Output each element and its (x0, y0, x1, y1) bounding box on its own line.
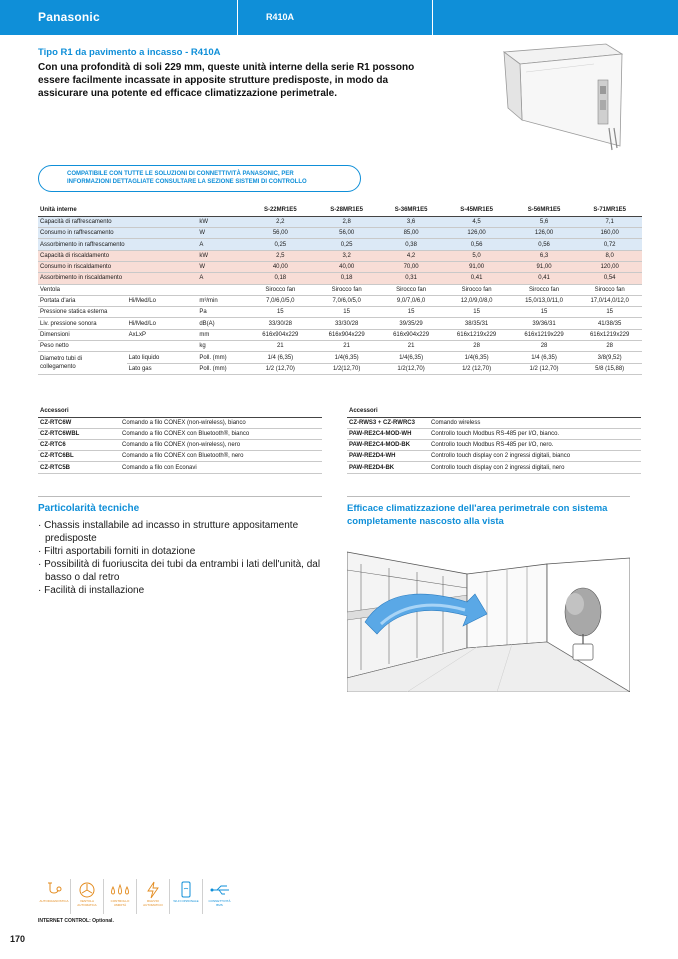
accessory-desc: Controllo touch Modbus RS-485 per I/O, nero. (429, 440, 641, 451)
spec-sub (127, 273, 198, 284)
spec-row (38, 216, 642, 227)
spec-value: Sirocco fan (247, 284, 313, 295)
accessory-code: PAW-RE2C4-MOD-WH (347, 428, 429, 439)
model-name: S-28MR1E5 (313, 205, 379, 216)
spec-sub (127, 216, 198, 227)
accessory-desc: Comando a filo CONEX (non-wireless), bianco (120, 417, 322, 428)
accessory-code: CZ-RTC6WBL (38, 428, 120, 439)
spec-value: 0,31 (380, 273, 443, 284)
spec-value: 1/2 (12,70) (247, 363, 313, 374)
accessory-desc: Controllo touch display con 2 ingressi digitali, bianco (429, 451, 641, 462)
spec-value: 15 (511, 307, 578, 318)
spec-unit: kW (197, 250, 247, 261)
spec-label: Dimensioni (38, 329, 127, 340)
spec-sub (127, 261, 198, 272)
tech-title: Particolarità tecniche (38, 503, 140, 514)
spec-value: 8,0 (577, 250, 642, 261)
brand-logo: Panasonic (38, 10, 100, 24)
accessory-row (38, 440, 322, 451)
spec-unit: kW (197, 216, 247, 227)
spec-value: 3/8(9,52) (577, 352, 642, 363)
spec-label: Peso netto (38, 341, 127, 352)
accessory-row (38, 428, 322, 439)
spec-value: Sirocco fan (511, 284, 578, 295)
spec-label: Portata d'aria (38, 295, 127, 306)
perimeter-title: Efficace climatizzazione dell'area perimetrale con sistema completamente nascosto alla vista (347, 503, 608, 527)
spec-value: 21 (247, 341, 313, 352)
spec-value: 0,41 (442, 273, 510, 284)
spec-value: 616x904x229 (380, 329, 443, 340)
connectivity-note: COMPATIBILE CON TUTTE LE SOLUZIONI DI CONNETTIVITÀ PANASONIC, PER INFORMAZIONI DETTAGLIATE CONSULTARE LA SEZIONE SISTEMI DI CONTROLLO (38, 165, 361, 192)
section-divider (38, 496, 322, 497)
accessory-code: PAW-RE2C4-MOD-BK (347, 440, 429, 451)
spec-value: 91,00 (442, 261, 510, 272)
spec-row-pipe-gas (38, 363, 642, 374)
spec-value: 15 (442, 307, 510, 318)
spec-value: 1/4(6,35) (442, 352, 510, 363)
spec-value: 41/38/35 (577, 318, 642, 329)
spec-value: 5/8 (15,88) (577, 363, 642, 374)
spec-value: 17,0/14,0/12,0 (577, 295, 642, 306)
spec-value: 4,2 (380, 250, 443, 261)
spec-value: 21 (313, 341, 379, 352)
connectivity-icon: CONNETTIVITÀ BMS (203, 879, 236, 914)
spec-value: 0,38 (380, 239, 443, 250)
spec-value: 616x1219x229 (511, 329, 578, 340)
spec-table (38, 205, 642, 375)
spec-value: 39/36/31 (511, 318, 578, 329)
tech-item: · Possibilità di fuoriuscita dei tubi da entrambi i lati dell'unità, dal basso o dal retro (38, 559, 321, 583)
spec-value: 56,00 (313, 228, 379, 239)
spec-value: 21 (380, 341, 443, 352)
spec-value: 3,6 (380, 216, 443, 227)
section-divider (347, 496, 630, 497)
spec-value: 0,18 (313, 273, 379, 284)
spec-value: 1/4(6,35) (313, 352, 379, 363)
spec-label: Ventola (38, 284, 127, 295)
spec-sub (127, 239, 198, 250)
spec-unit: A (197, 273, 247, 284)
header-bar (0, 0, 678, 35)
spec-row (38, 273, 642, 284)
spec-value: 4,5 (442, 216, 510, 227)
wifi-optional-icon: WI-FI OPZIONALE (170, 879, 203, 914)
autodiagnostic-icon: AUTODIAGNOSTICA (38, 879, 71, 914)
accessory-row (38, 417, 322, 428)
spec-sub (127, 341, 198, 352)
spec-value: 0,25 (313, 239, 379, 250)
spec-row (38, 329, 642, 340)
spec-value: Sirocco fan (380, 284, 443, 295)
accessory-row (38, 451, 322, 462)
spec-label: Liv. pressione sonora (38, 318, 127, 329)
spec-label: Assorbimento in raffrescamento (38, 239, 127, 250)
spec-value: 0,18 (247, 273, 313, 284)
spec-row (38, 261, 642, 272)
accessory-desc: Controllo touch display con 2 ingressi digitali, nero (429, 462, 641, 473)
accessory-row (38, 462, 322, 473)
auto-fan-icon: VENTOLA AUTOMATICA (71, 879, 104, 914)
spec-value: 616x904x229 (247, 329, 313, 340)
accessories-table-right (347, 406, 641, 474)
footnote: INTERNET CONTROL: Optional. (38, 918, 114, 924)
accessories-title: Accessori (38, 406, 322, 417)
spec-sub (127, 250, 198, 261)
spec-value: 39/35/29 (380, 318, 443, 329)
spec-value: 1/4 (6,35) (247, 352, 313, 363)
spec-value: 0,56 (511, 239, 578, 250)
accessory-desc: Comando wireless (429, 417, 641, 428)
spec-label: Pressione statica esterna (38, 307, 127, 318)
accessory-code: PAW-RE2D4-WH (347, 451, 429, 462)
spec-sub (127, 228, 198, 239)
spec-label: Assorbimento in riscaldamento (38, 273, 127, 284)
spec-value: 5,6 (511, 216, 578, 227)
spec-value: Sirocco fan (577, 284, 642, 295)
accessories-table-left (38, 406, 322, 474)
spec-value: 0,72 (577, 239, 642, 250)
spec-value: 15 (577, 307, 642, 318)
spec-value: 616x1219x229 (577, 329, 642, 340)
accessory-desc: Comando a filo con Econavi (120, 462, 322, 473)
spec-value: 1/2 (12,70) (442, 363, 510, 374)
spec-value: 0,56 (442, 239, 510, 250)
spec-sub: Lato liquido (127, 352, 198, 363)
tech-item: · Facilità di installazione (38, 585, 145, 596)
spec-label: Consumo in raffrescamento (38, 228, 127, 239)
spec-label: Consumo in riscaldamento (38, 261, 127, 272)
accessory-code: PAW-RE2D4-BK (347, 462, 429, 473)
accessory-code: CZ-RTC6BL (38, 451, 120, 462)
page-number: 170 (10, 934, 26, 944)
product-intro: Con una profondità di soli 229 mm, queste unità interne della serie R1 possono essere facilmente incassate in apposite strutture predisposte, in modo da assicurare una potente ed efficace climatizzazione perimetrale. (38, 62, 415, 99)
spec-value: 40,00 (247, 261, 313, 272)
spec-unit: dB(A) (197, 318, 247, 329)
auto-restart-icon: RIAVVIO AUTOMATICO (137, 879, 170, 914)
spec-row (38, 295, 642, 306)
spec-value: 1/2(12,70) (313, 363, 379, 374)
spec-value: 3,2 (313, 250, 379, 261)
spec-value: 7,0/6,0/5,0 (313, 295, 379, 306)
spec-row (38, 341, 642, 352)
spec-value: 616x904x229 (313, 329, 379, 340)
spec-unit: m³/min (197, 295, 247, 306)
spec-row (38, 284, 642, 295)
spec-value: 38/35/31 (442, 318, 510, 329)
perimeter-illustration (347, 530, 630, 692)
header-divider (432, 0, 433, 35)
accessory-row (347, 417, 641, 428)
spec-value: 1/4(6,35) (380, 352, 443, 363)
spec-unit: W (197, 261, 247, 272)
spec-header-row (38, 205, 642, 216)
spec-value: 85,00 (380, 228, 443, 239)
humidity-control-icon: CONTROLLO UMIDITÀ (104, 879, 137, 914)
spec-value: 2,5 (247, 250, 313, 261)
accessory-desc: Comando a filo CONEX con Bluetooth®, nero (120, 451, 322, 462)
spec-value: 1/4 (6,35) (511, 352, 578, 363)
model-name: S-71MR1E5 (577, 205, 642, 216)
accessory-row (347, 451, 641, 462)
spec-value: 70,00 (380, 261, 443, 272)
refrigerant-label: R410A (266, 12, 295, 22)
spec-sub (127, 284, 198, 295)
spec-value: 56,00 (247, 228, 313, 239)
spec-label: Capacità di riscaldamento (38, 250, 127, 261)
spec-value: 5,0 (442, 250, 510, 261)
spec-value: 616x1219x229 (442, 329, 510, 340)
spec-sub: Hi/Med/Lo (127, 295, 198, 306)
accessory-code: CZ-RWS3 + CZ-RWRC3 (347, 417, 429, 428)
spec-unit: Pa (197, 307, 247, 318)
spec-value: 12,0/9,0/8,0 (442, 295, 510, 306)
spec-unit (197, 284, 247, 295)
spec-value: 2,2 (247, 216, 313, 227)
spec-value: 7,1 (577, 216, 642, 227)
feature-icons (38, 879, 236, 914)
spec-value: 0,41 (511, 273, 578, 284)
spec-value: 126,00 (442, 228, 510, 239)
header-divider (237, 0, 238, 35)
spec-value: 33/30/28 (247, 318, 313, 329)
spec-value: 126,00 (511, 228, 578, 239)
spec-value: 15 (247, 307, 313, 318)
spec-header-label: Unità interne (38, 205, 247, 216)
spec-unit: Poll. (mm) (197, 363, 247, 374)
spec-value: 2,8 (313, 216, 379, 227)
spec-value: 6,3 (511, 250, 578, 261)
accessory-code: CZ-RTC6W (38, 417, 120, 428)
spec-sub: AxLxP (127, 329, 198, 340)
tech-item: · Chassis installabile ad incasso in strutture appositamente predisposte (38, 520, 299, 544)
spec-value: Sirocco fan (313, 284, 379, 295)
spec-unit: W (197, 228, 247, 239)
spec-value: 28 (511, 341, 578, 352)
accessory-row (347, 462, 641, 473)
spec-unit: A (197, 239, 247, 250)
spec-row (38, 250, 642, 261)
model-name: S-56MR1E5 (511, 205, 578, 216)
accessory-row (347, 428, 641, 439)
spec-sub: Lato gas (127, 363, 198, 374)
accessory-code: CZ-RTC5B (38, 462, 120, 473)
spec-row (38, 318, 642, 329)
tech-list (38, 519, 328, 597)
spec-value: 9,0/7,0/6,0 (380, 295, 443, 306)
accessory-row (347, 440, 641, 451)
spec-row-pipe-liquid (38, 352, 642, 363)
spec-value: 33/30/28 (313, 318, 379, 329)
spec-row (38, 228, 642, 239)
accessory-desc: Controllo touch Modbus RS-485 per I/O, bianco. (429, 428, 641, 439)
spec-value: 7,0/6,0/5,0 (247, 295, 313, 306)
spec-value: 1/2 (12,70) (511, 363, 578, 374)
accessories-title: Accessori (347, 406, 641, 417)
spec-value: 0,25 (247, 239, 313, 250)
spec-row (38, 239, 642, 250)
spec-value: 15 (313, 307, 379, 318)
spec-value: 1/2(12,70) (380, 363, 443, 374)
spec-label: Diametro tubi di collegamento (38, 352, 127, 375)
spec-sub: Hi/Med/Lo (127, 318, 198, 329)
spec-value: 15 (380, 307, 443, 318)
spec-unit: kg (197, 341, 247, 352)
spec-value: 120,00 (577, 261, 642, 272)
model-name: S-36MR1E5 (380, 205, 443, 216)
spec-value: 0,54 (577, 273, 642, 284)
accessory-code: CZ-RTC6 (38, 440, 120, 451)
spec-row (38, 307, 642, 318)
spec-unit: Poll. (mm) (197, 352, 247, 363)
spec-value: 28 (577, 341, 642, 352)
spec-value: 40,00 (313, 261, 379, 272)
accessory-desc: Comando a filo CONEX (non-wireless), nero (120, 440, 322, 451)
tech-item: · Filtri asportabili forniti in dotazione (38, 546, 196, 557)
product-subtitle: Tipo R1 da pavimento a incasso - R410A (38, 47, 221, 58)
spec-value: 91,00 (511, 261, 578, 272)
accessory-desc: Comando a filo CONEX con Bluetooth®, bianco (120, 428, 322, 439)
spec-value: Sirocco fan (442, 284, 510, 295)
spec-value: 160,00 (577, 228, 642, 239)
spec-sub (127, 307, 198, 318)
model-name: S-45MR1E5 (442, 205, 510, 216)
spec-unit: mm (197, 329, 247, 340)
spec-value: 15,0/13,0/11,0 (511, 295, 578, 306)
model-name: S-22MR1E5 (247, 205, 313, 216)
spec-value: 28 (442, 341, 510, 352)
spec-label: Capacità di raffrescamento (38, 216, 127, 227)
indoor-unit-image (490, 42, 630, 154)
